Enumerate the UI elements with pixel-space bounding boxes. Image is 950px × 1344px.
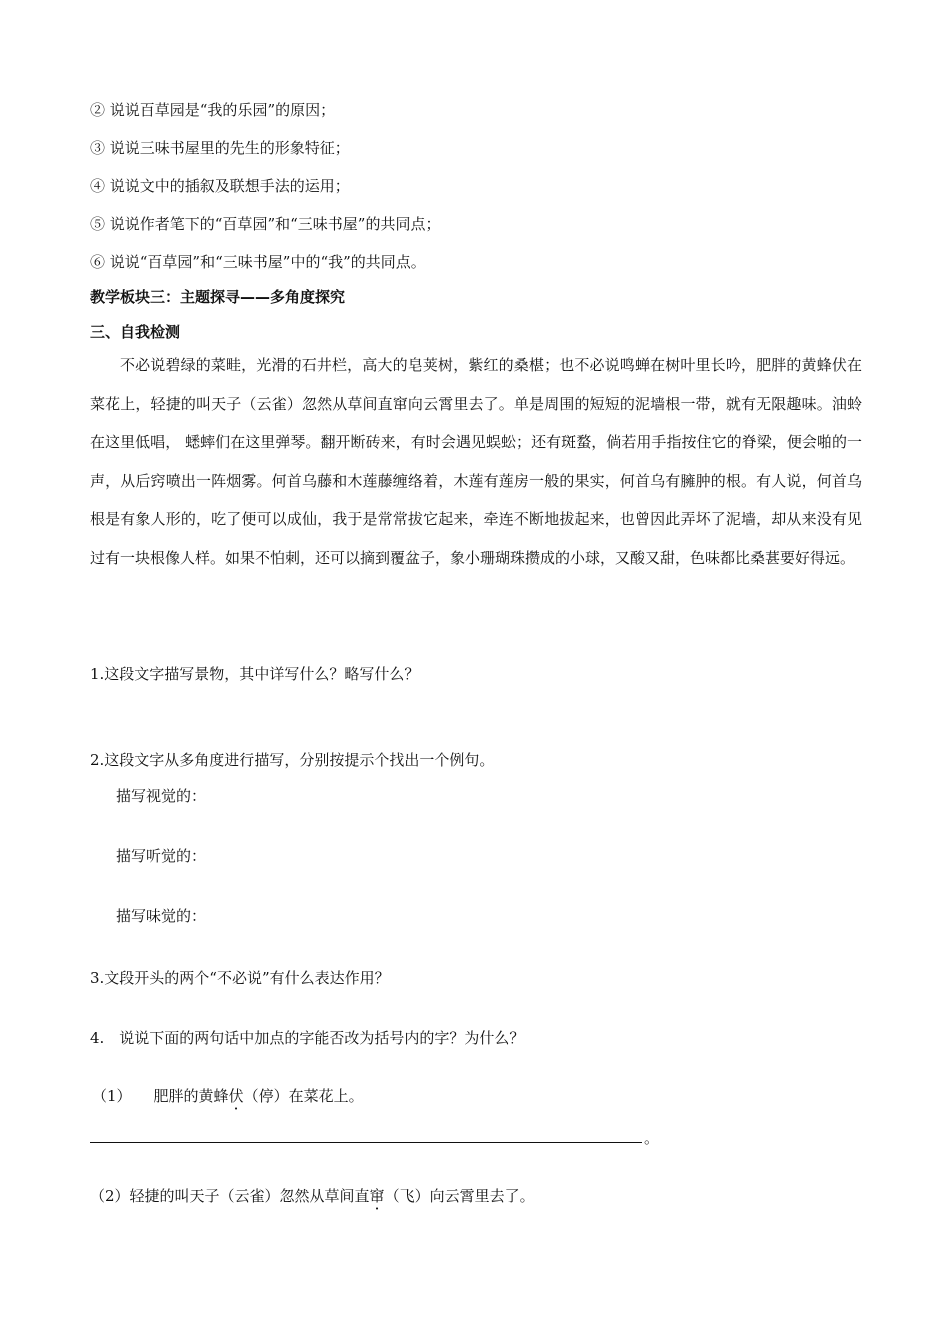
- list-item: ③ 说说三味书屋里的先生的形象特征；: [90, 139, 350, 157]
- list-item: ⑤ 说说作者笔下的“百草园”和“三味书屋”的共同点；: [90, 215, 441, 233]
- dotted-character: 伏: [228, 1087, 244, 1105]
- question-4-item-1: [92, 1086, 364, 1106]
- section-heading: 教学板块三：主题探寻——多角度探究: [90, 288, 346, 306]
- subheading: 三、自我检测: [90, 323, 181, 341]
- passage: 不必说碧绿的菜畦，光滑的石井栏，高大的皂荚树，紫红的桑椹；也不必说鸣蝉在树叶里长吟，肥胖的黄蜂伏在菜花上，轻捷的叫天子（云雀）忽然从草间直窜向云霄里去了。单是周围的短短的泥墙根一带，就有无限趣味。油蛉在这里低唱， 蟋蟀们在这里弹琴。翻开断砖来，有时会遇见蜈蚣；还有斑蝥，倘若用手指按住它的脊梁，便会啪的一声，从后窍喷出一阵烟雾。何首乌藤和木莲藤缠络着，木莲有莲房一般的果实，何首乌有臃肿的根。有人说，何首乌根是有象人形的，吃了便可以成仙，我于是常常拔它起来，牵连不断地拔起来，也曾因此弄坏了泥墙，却从来没有见过有一块根像人样。如果不怕刺，还可以摘到覆盆子，象小珊瑚珠攒成的小球，又酸又甜，色味都比桑葚要好得远。: [90, 356, 862, 567]
- question-2-visual: 描写视觉的：: [116, 787, 207, 805]
- list-item: ⑥ 说说“百草园”和“三味书屋”中的“我”的共同点。: [90, 253, 426, 271]
- question-4-item-2: [90, 1186, 535, 1206]
- sentence-before: 肥胖的黄蜂: [153, 1087, 229, 1105]
- item-number: （1）: [92, 1087, 132, 1105]
- question-2-taste: 描写味觉的：: [116, 907, 207, 925]
- answer-line[interactable]: [90, 1128, 659, 1148]
- sentence-after: （停）在菜花上。: [243, 1087, 364, 1105]
- list-item: ④ 说说文中的插叙及联想手法的运用；: [90, 177, 350, 195]
- question-2-hearing: 描写听觉的：: [116, 847, 207, 865]
- answer-end-mark: 。: [644, 1129, 660, 1147]
- sentence-after: （飞）向云霄里去了。: [384, 1187, 535, 1205]
- dotted-character: 窜: [369, 1187, 385, 1205]
- answer-blank[interactable]: [90, 1128, 642, 1143]
- question-2: 2.这段文字从多角度进行描写，分别按提示个找出一个例句。: [90, 751, 495, 769]
- list-item: ② 说说百草园是“我的乐园”的原因；: [90, 101, 336, 119]
- question-1: 1.这段文字描写景物，其中详写什么？略写什么？: [90, 665, 420, 683]
- question-3: 3.文段开头的两个“不必说”有什么表达作用？: [90, 969, 390, 987]
- sentence-before: （2）轻捷的叫天子（云雀）忽然从草间直: [90, 1187, 370, 1205]
- question-4: 4. 说说下面的两句话中加点的字能否改为括号内的字？为什么？: [90, 1029, 525, 1047]
